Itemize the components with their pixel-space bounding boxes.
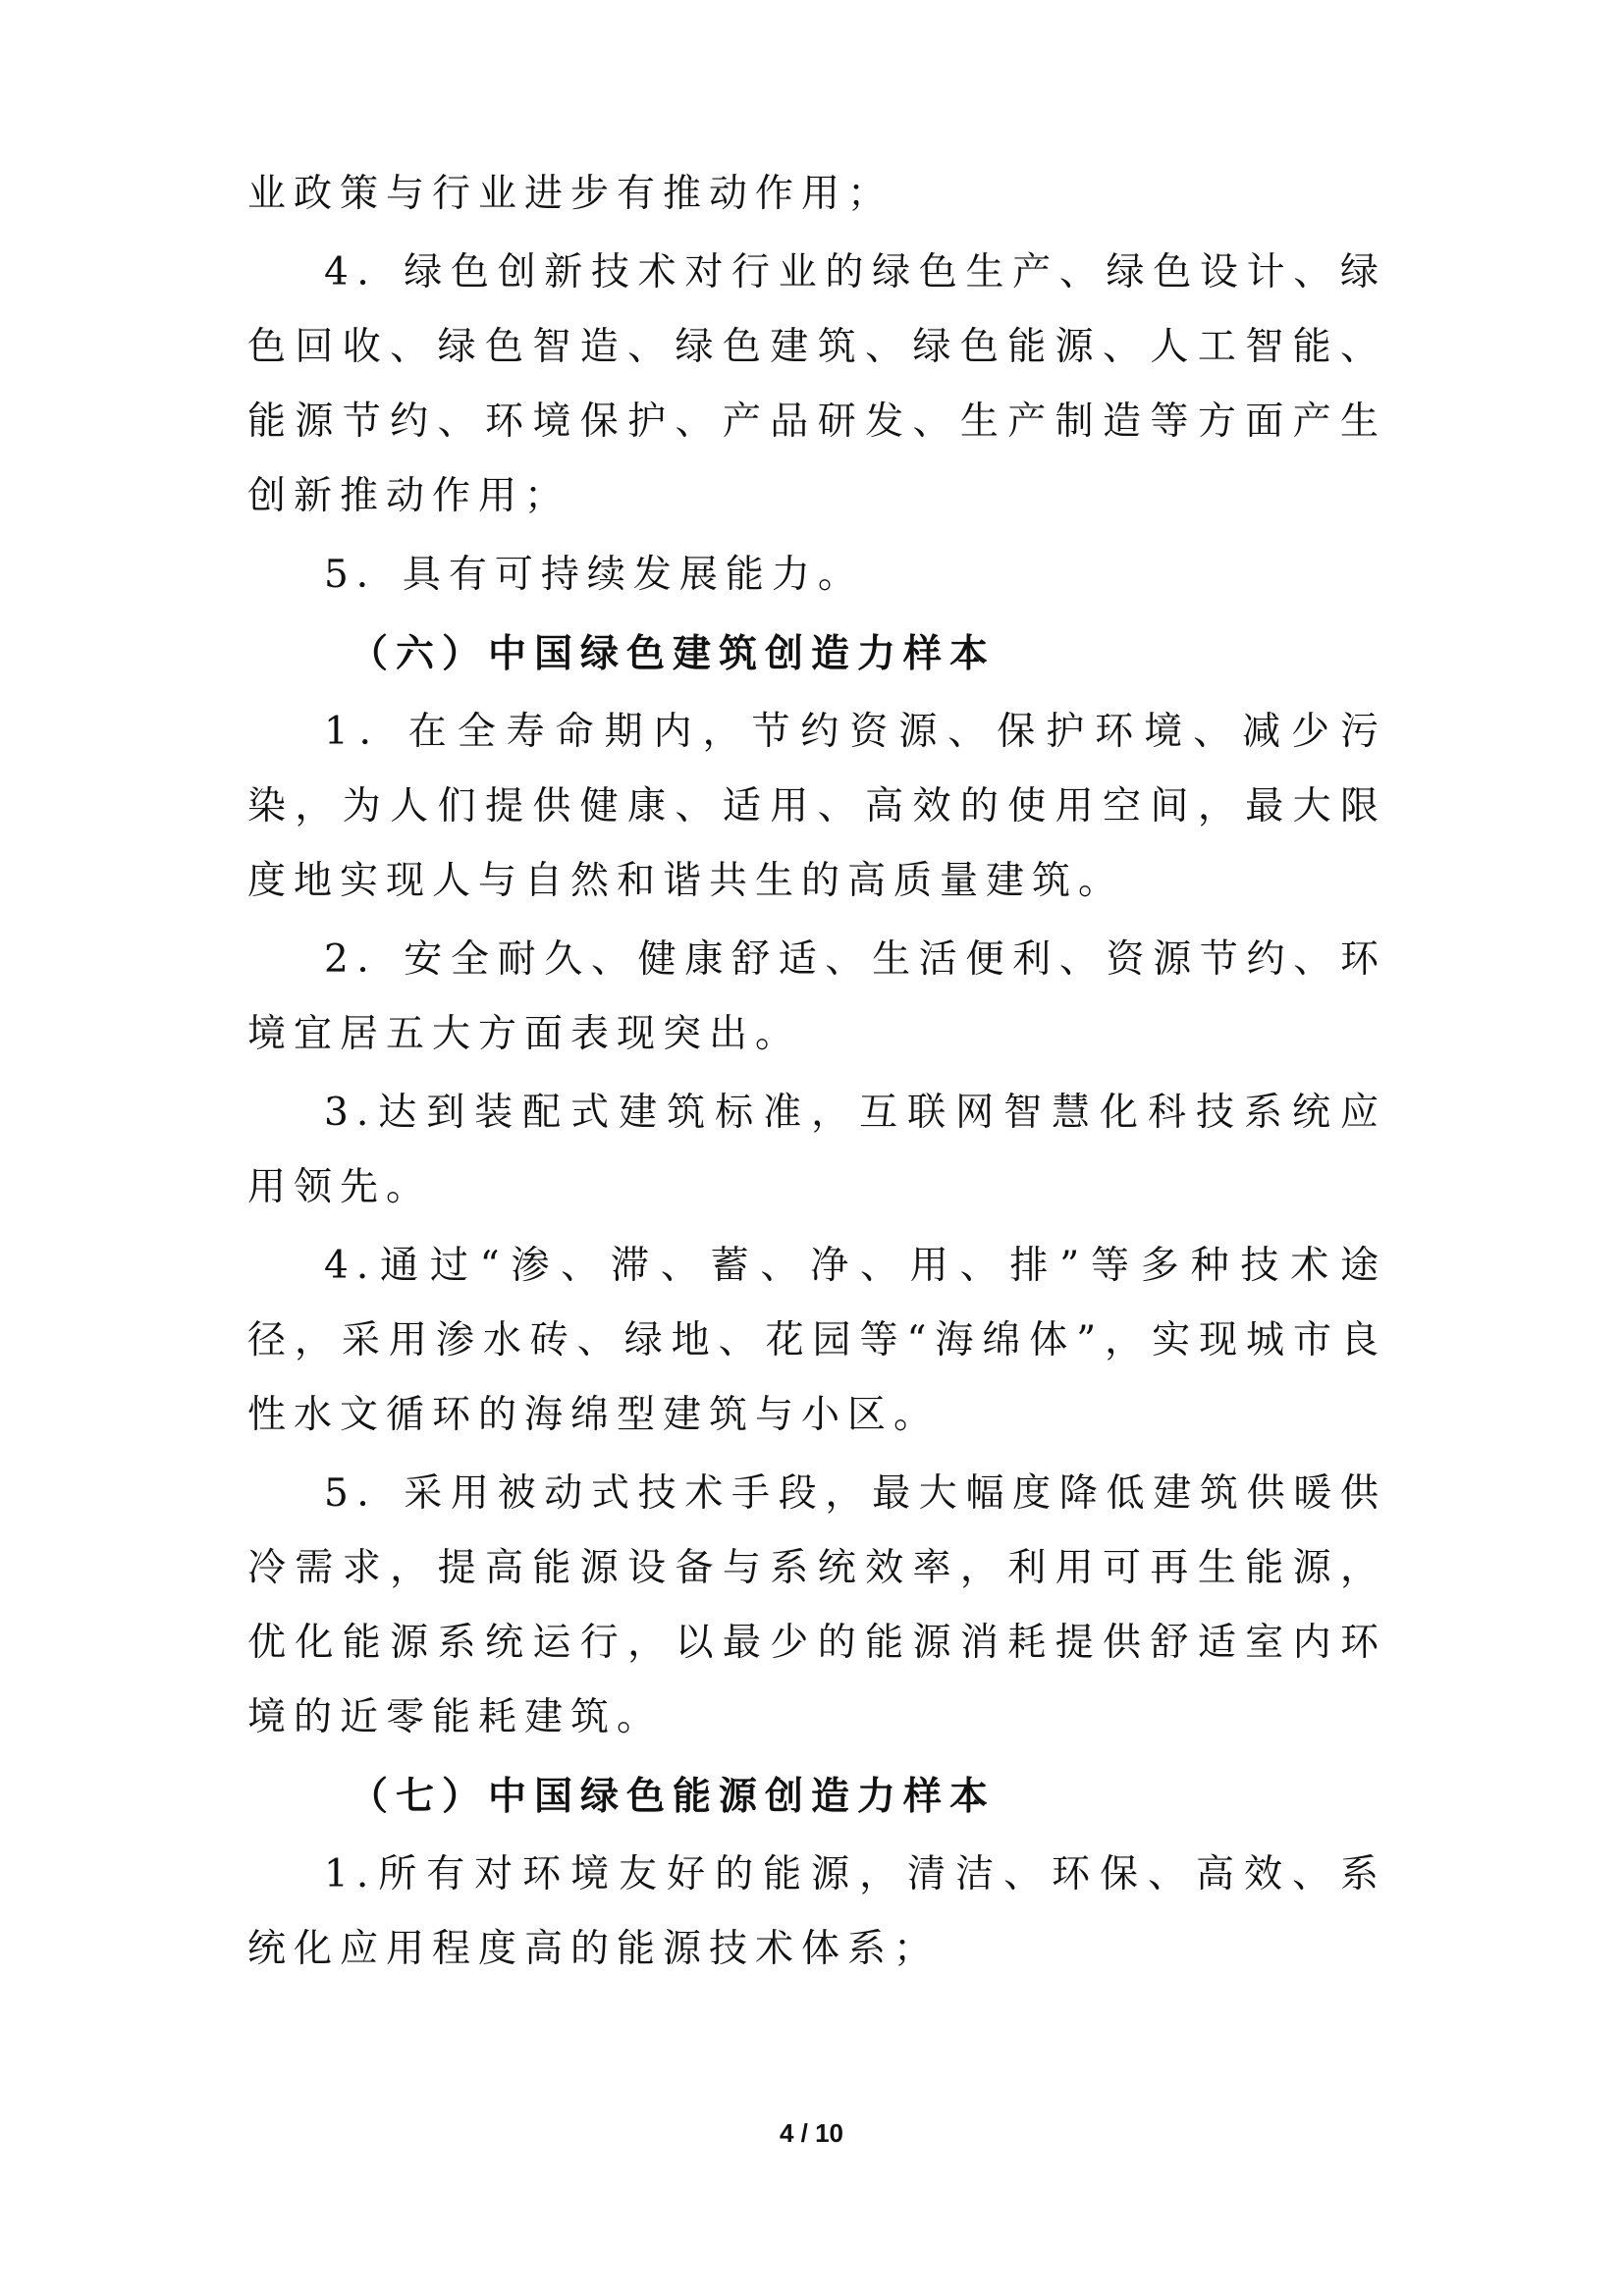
list-item-2-five-aspects: 2．安全耐久、健康舒适、生活便利、资源节约、环境宜居五大方面表现突出。 (247, 937, 1386, 1056)
section-heading-green-building: （六）中国绿色建筑创造力样本 (350, 631, 997, 676)
list-item-1-clean-energy: 1.所有对环境友好的能源，清洁、环保、高效、系统化应用程度高的能源技术体系； (247, 1852, 1386, 1971)
section-heading-green-energy: （七）中国绿色能源创造力样本 (350, 1774, 997, 1819)
list-item-5-sustainability: 5．具有可持续发展能力。 (324, 553, 864, 597)
paragraph-continuation: 业政策与行业进步有推动作用； (247, 172, 894, 216)
list-item-4-sponge-city: 4.通过“渗、滞、蓄、净、用、排”等多种技术途径，采用渗水砖、绿地、花园等“海绵体”，实现城市良性水文循环的海绵型建筑与小区。 (247, 1244, 1386, 1437)
list-item-5-near-zero-energy: 5．采用被动式技术手段，最大幅度降低建筑供暖供冷需求，提高能源设备与系统效率，利用可再生能源，优化能源系统运行，以最少的能源消耗提供舒适室内环境的近零能耗建筑。 (247, 1471, 1386, 1739)
list-item-4-green-innovation: 4．绿色创新技术对行业的绿色生产、绿色设计、绿色回收、绿色智造、绿色建筑、绿色能源、人工智能、能源节约、环境保护、产品研发、生产制造等方面产生创新推动作用； (247, 250, 1386, 518)
page-number: 4 / 10 (779, 2118, 844, 2148)
list-item-1-lifecycle: 1．在全寿命期内，节约资源、保护环境、减少污染，为人们提供健康、适用、高效的使用空间，最大限度地实现人与自然和谐共生的高质量建筑。 (247, 710, 1386, 903)
list-item-3-prefab: 3.达到装配式建筑标准，互联网智慧化科技系统应用领先。 (247, 1091, 1386, 1209)
document-body (247, 157, 1386, 1987)
